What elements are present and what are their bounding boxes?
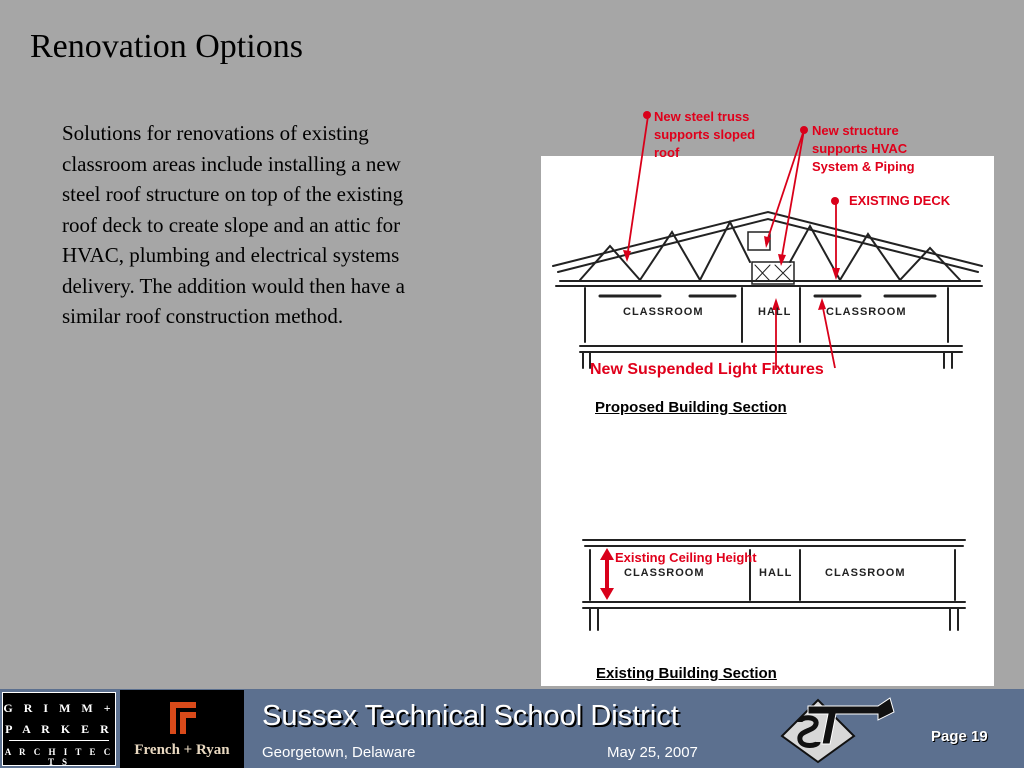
existing-section-caption: Existing Building Section: [596, 665, 777, 682]
french-ryan-icon: [168, 700, 198, 736]
existing-room-label: CLASSROOM: [825, 567, 906, 579]
district-title: Sussex Technical School District: [262, 700, 679, 732]
proposed-room-label: CLASSROOM: [623, 306, 704, 318]
french-ryan-logo: French + Ryan: [120, 690, 244, 768]
annotation-dot: [800, 126, 808, 134]
annotation-lights: New Suspended Light Fixtures: [590, 361, 824, 378]
annotation-dot: [643, 111, 651, 119]
proposed-section-caption: Proposed Building Section: [595, 399, 787, 416]
proposed-room-label: CLASSROOM: [826, 306, 907, 318]
annotation-deck: EXISTING DECK: [849, 193, 951, 208]
existing-room-label: CLASSROOM: [624, 567, 705, 579]
existing-roof-line: [583, 540, 965, 546]
annotation-structure: New structure supports HVAC System & Piping: [812, 123, 915, 174]
footer-date: May 25, 2007: [607, 744, 698, 761]
existing-hall-label: HALL: [759, 567, 793, 579]
page-number: Page 19: [931, 728, 988, 745]
footer-location: Georgetown, Delaware: [262, 744, 416, 761]
annotation-truss: New steel truss supports sloped roof: [654, 109, 756, 160]
sussex-tech-logo: [778, 692, 898, 764]
body-paragraph: Solutions for renovations of existing classroom areas include installing a new steel roof structure on top of the existing roof deck to create slope and an attic for HVAC, plumbing and electrical systems delivery. The addition would then have a similar roof construction method.: [62, 121, 405, 328]
grimm-parker-logo: G R I M M + P A R K E R A R C H I T E C T S: [2, 692, 116, 766]
annotation-ceiling: Existing Ceiling Height: [615, 550, 757, 565]
annotation-dot: [831, 197, 839, 205]
slide-title: Renovation Options: [30, 28, 303, 65]
proposed-hall-label: HALL: [758, 306, 792, 318]
